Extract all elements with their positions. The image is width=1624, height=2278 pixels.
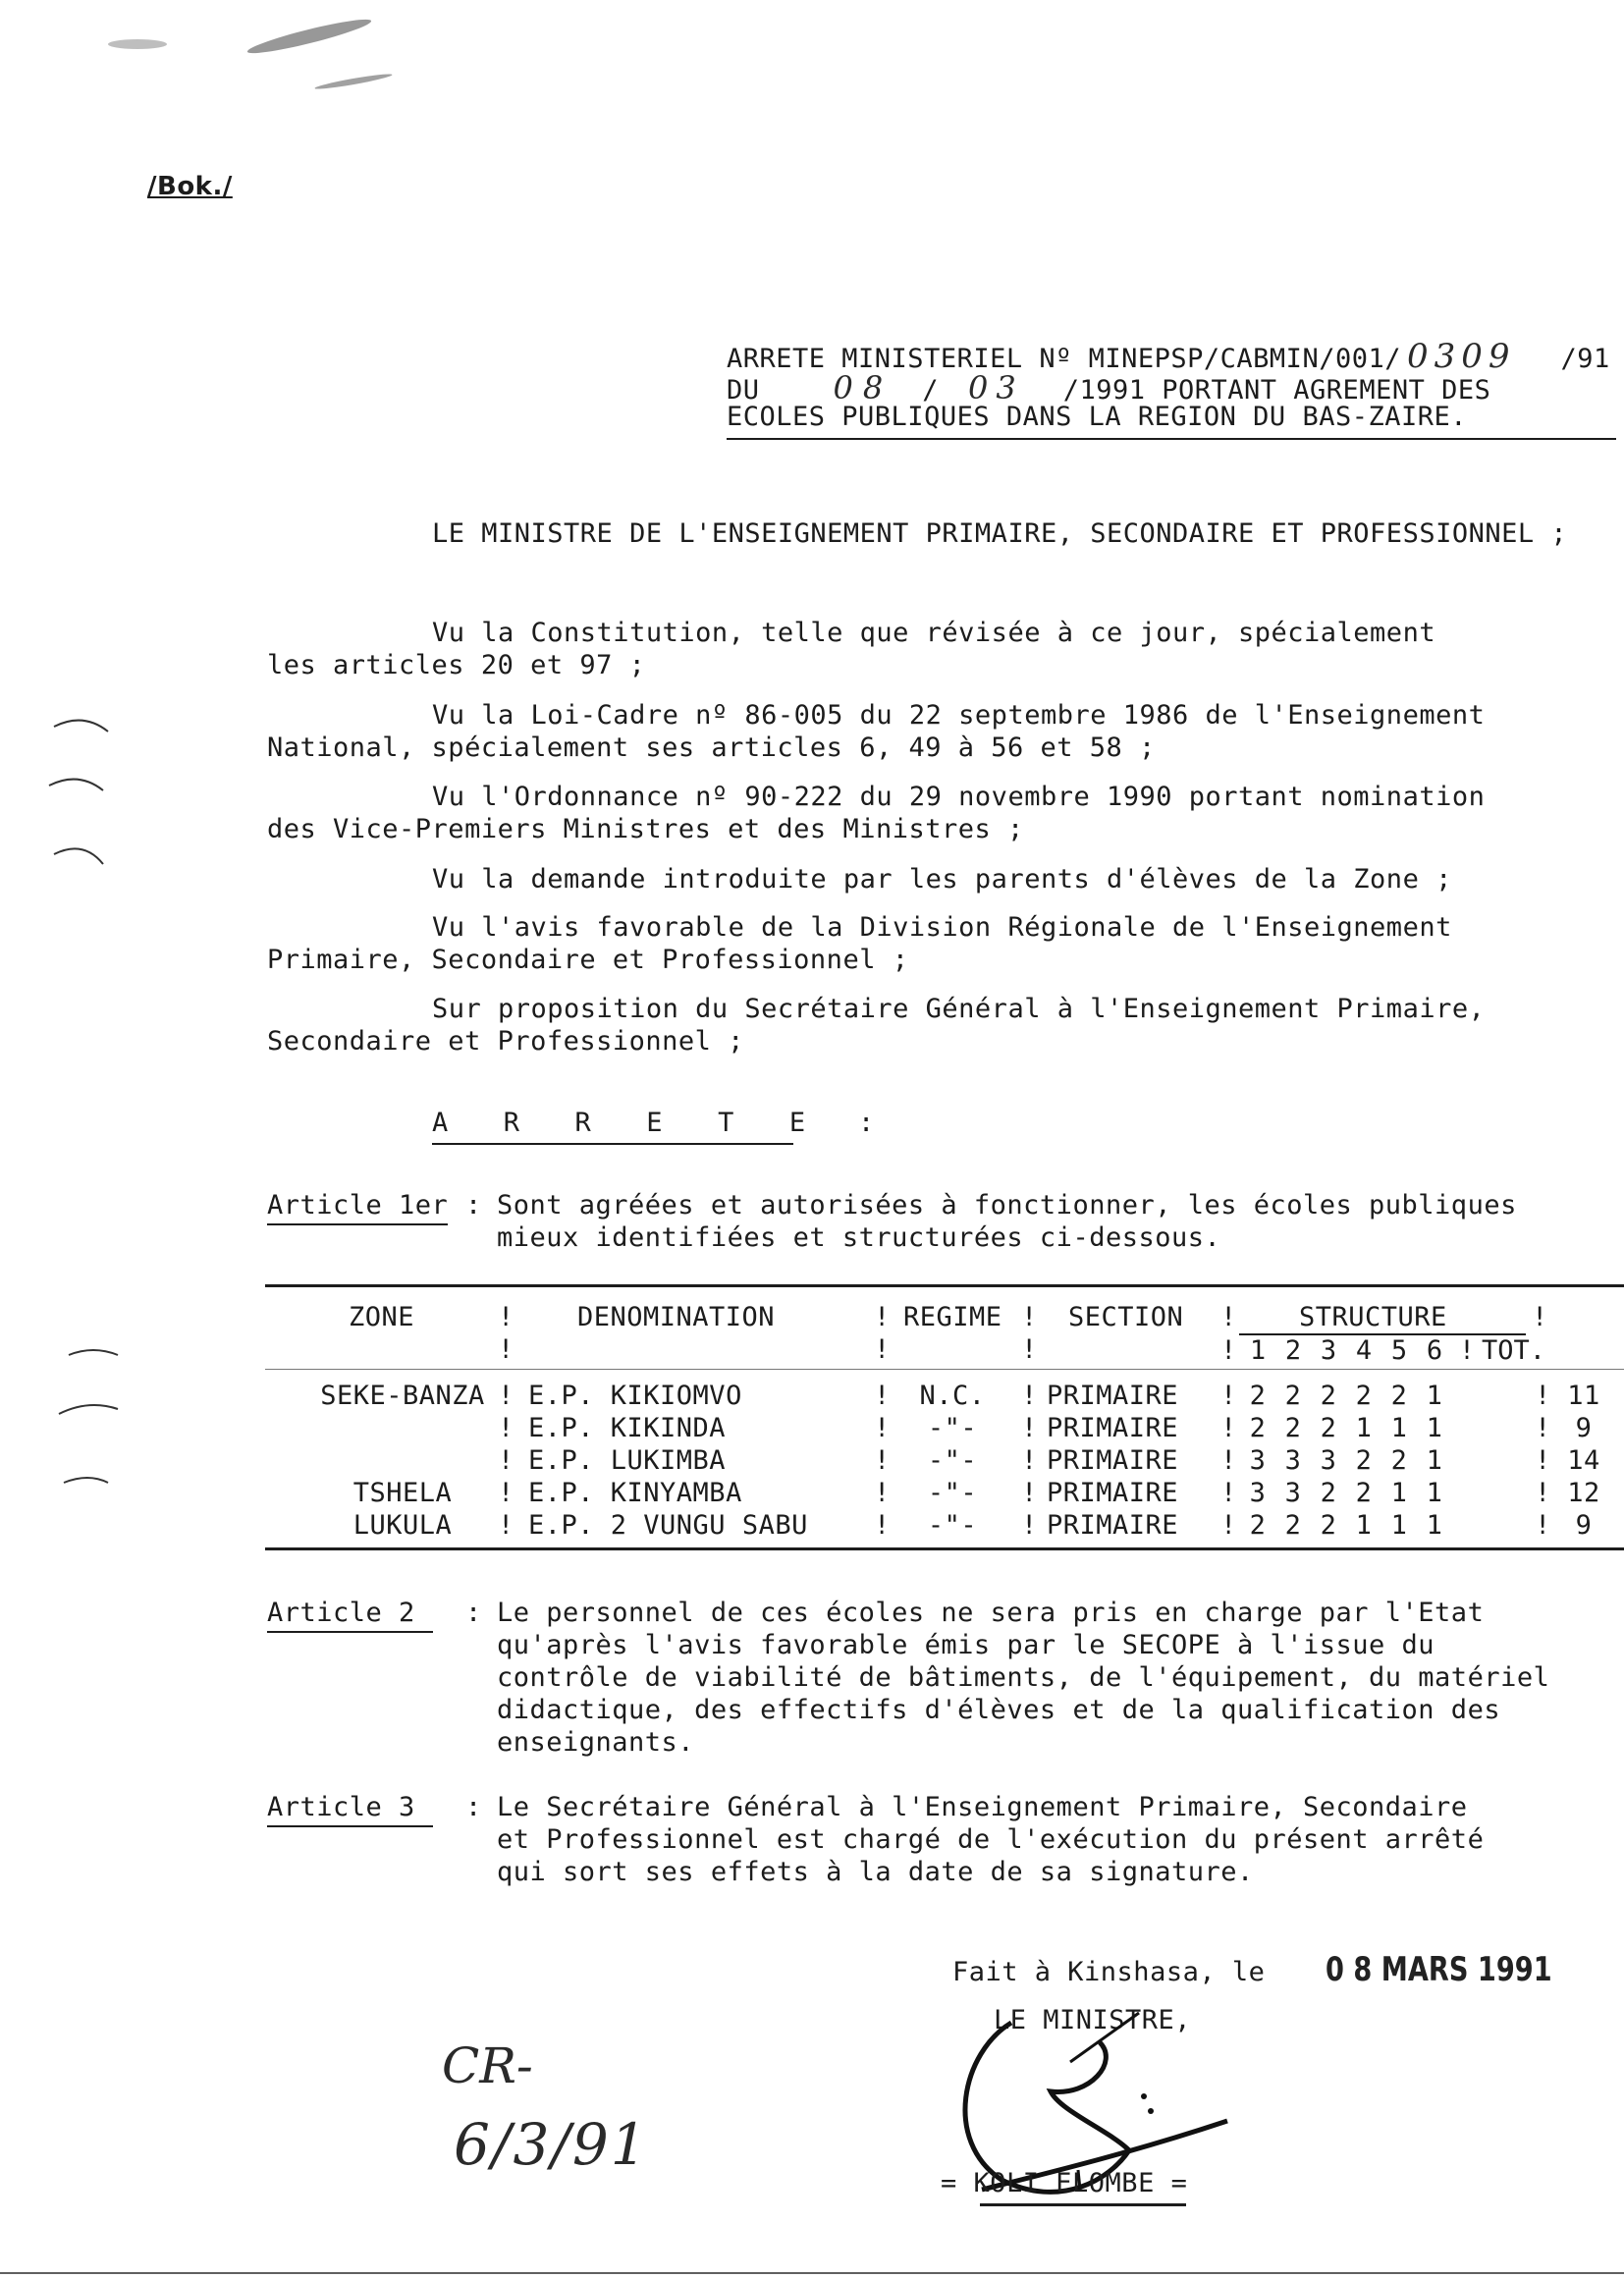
article-1-separator: : — [465, 1190, 482, 1220]
table-separator: ! — [1021, 1510, 1038, 1541]
heading-line-3: ECOLES PUBLIQUES DANS LA REGION DU BAS-ZAIRE. — [727, 402, 1467, 432]
table-separator: ! — [1220, 1381, 1237, 1411]
article-3-line-1: Le Secrétaire Général à l'Enseignement Primaire, Secondaire — [497, 1792, 1468, 1822]
table-header-separator: ! — [498, 1334, 514, 1365]
table-header-separator: ! — [874, 1334, 891, 1365]
consideration-2-first: Vu la Loi-Cadre nº 86-005 du 22 septembre 1986 de l'Enseignement — [432, 700, 1486, 731]
table-header-separator: ! — [1021, 1302, 1038, 1332]
table-cell-section: PRIMAIRE — [1047, 1478, 1179, 1508]
table-separator: ! — [1535, 1510, 1551, 1541]
consideration-1-first: Vu la Constitution, telle que révisée à ce jour, spécialement — [432, 618, 1436, 648]
consideration-3-rest: des Vice-Premiers Ministres et des Ministres ; — [267, 814, 1024, 844]
structure-columns-header — [1220, 1334, 1545, 1367]
article-3-line-2: et Professionnel est chargé de l'exécution du présent arrêté — [497, 1824, 1485, 1855]
article-1-line-1: Sont agréées et autorisées à fonctionner, les écoles publiques — [497, 1190, 1517, 1220]
scan-smudge — [108, 39, 167, 49]
table-separator: ! — [498, 1413, 514, 1443]
table-separator: ! — [874, 1510, 891, 1541]
table-cell-denomination: E.P. LUKIMBA — [528, 1445, 727, 1476]
minister-signature-title: LE MINISTRE, — [994, 2005, 1192, 2035]
structure-col-2: 2 — [1284, 1335, 1302, 1366]
table-cell-structure: 2 — [1320, 1510, 1337, 1541]
page-bottom-edge — [0, 2272, 1624, 2274]
minister-name: = KOLI ELOMBE = — [941, 2168, 1188, 2198]
consideration-5-rest: Primaire, Secondaire et Professionnel ; — [267, 945, 909, 975]
heading-date-slash: / — [922, 375, 939, 406]
consideration-4-first: Vu la demande introduite par les parents d'élèves de la Zone ; — [432, 864, 1452, 895]
structure-col-5: 5 — [1390, 1335, 1408, 1366]
table-cell-zone: TSHELA — [352, 1478, 453, 1508]
article-2-line-3: contrôle de viabilité de bâtiments, de l'équipement, du matériel — [497, 1662, 1550, 1693]
table-cell-denomination: E.P. 2 VUNGU SABU — [528, 1510, 808, 1541]
table-cell-structure: 1 — [1426, 1445, 1443, 1476]
article-3-separator: : — [465, 1792, 482, 1822]
table-cell-section: PRIMAIRE — [1047, 1381, 1179, 1411]
table-cell-structure: 2 — [1249, 1413, 1267, 1443]
table-cell-structure: 3 — [1284, 1478, 1302, 1508]
table-cell-denomination: E.P. KIKINDA — [528, 1413, 727, 1443]
structure-col-6: 6 — [1426, 1335, 1443, 1366]
consideration-6-rest: Secondaire et Professionnel ; — [267, 1026, 744, 1057]
table-separator: ! — [1535, 1445, 1551, 1476]
table-separator: ! — [1021, 1381, 1038, 1411]
table-cell-structure: 3 — [1320, 1445, 1337, 1476]
article-3-label: Article 3 — [267, 1792, 433, 1827]
table-cell-regime: N.C. — [919, 1381, 986, 1411]
table-cell-structure: 3 — [1249, 1445, 1267, 1476]
article-3-line-3: qui sort ses effets à la date de sa signature. — [497, 1857, 1254, 1887]
table-cell-structure: 2 — [1355, 1445, 1373, 1476]
table-cell-structure: 2 — [1355, 1478, 1373, 1508]
table-separator: ! — [874, 1478, 891, 1508]
handwritten-annotation-line-2: 6/3/91 — [454, 2111, 649, 2178]
table-separator: ! — [1021, 1445, 1038, 1476]
table-cell-structure: 1 — [1426, 1381, 1443, 1411]
table-cell-total: 12 — [1567, 1478, 1600, 1508]
article-2-line-2: qu'après l'avis favorable émis par le SECOPE à l'issue du — [497, 1630, 1435, 1660]
minister-name-underline — [980, 2203, 1186, 2206]
table-cell-zone: SEKE-BANZA — [320, 1381, 485, 1411]
place-date-label: Fait à Kinshasa, le — [952, 1957, 1266, 1987]
date-stamp: 0 8 MARS 1991 — [1326, 1950, 1552, 1989]
handwritten-annotation-line-1: CR- — [442, 2037, 533, 2094]
consideration-3-first: Vu l'Ordonnance nº 90-222 du 29 novembre 1990 portant nomination — [432, 782, 1486, 812]
table-cell-structure: 2 — [1390, 1445, 1408, 1476]
table-header-section: SECTION — [1068, 1302, 1184, 1332]
article-2-separator: : — [465, 1598, 482, 1628]
minister-title: LE MINISTRE DE L'ENSEIGNEMENT PRIMAIRE, SECONDAIRE ET PROFESSIONNEL ; — [432, 518, 1568, 549]
structure-col-3: 3 — [1320, 1335, 1337, 1366]
table-cell-total: 11 — [1567, 1381, 1600, 1411]
scan-smudge — [245, 14, 373, 58]
consideration-6-first: Sur proposition du Secrétaire Général à l'Enseignement Primaire, — [432, 994, 1486, 1024]
table-cell-total: 14 — [1567, 1445, 1600, 1476]
table-cell-denomination: E.P. KIKIOMVO — [528, 1381, 742, 1411]
article-2-label: Article 2 — [267, 1598, 433, 1633]
table-separator: ! — [1535, 1478, 1551, 1508]
table-cell-structure: 2 — [1320, 1381, 1337, 1411]
article-1-label: Article 1er — [267, 1190, 448, 1225]
table-separator: ! — [498, 1510, 514, 1541]
table-cell-structure: 1 — [1426, 1478, 1443, 1508]
table-separator: ! — [1021, 1413, 1038, 1443]
table-cell-structure: 2 — [1284, 1413, 1302, 1443]
heading-date-suffix: /1991 PORTANT AGREMENT DES — [1062, 375, 1491, 406]
table-header-structure: STRUCTURE — [1299, 1302, 1447, 1332]
table-separator: ! — [1220, 1445, 1237, 1476]
table-cell-structure: 2 — [1390, 1381, 1408, 1411]
table-cell-structure: 1 — [1390, 1413, 1408, 1443]
table-header-separator: ! — [1220, 1302, 1237, 1332]
margin-marks-icon — [29, 707, 137, 1866]
table-separator: ! — [1535, 1381, 1551, 1411]
schools-table — [1220, 1334, 1545, 1367]
table-cell-structure: 3 — [1249, 1478, 1267, 1508]
table-header-separator: ! — [874, 1302, 891, 1332]
table-separator: ! — [1220, 1413, 1237, 1443]
article-1-line-2: mieux identifiées et structurées ci-dessous. — [497, 1222, 1221, 1253]
table-cell-regime: -"- — [927, 1478, 978, 1508]
table-cell-zone: LUKULA — [352, 1510, 453, 1541]
table-separator: ! — [1458, 1335, 1476, 1366]
table-cell-section: PRIMAIRE — [1047, 1445, 1179, 1476]
table-separator: ! — [874, 1381, 891, 1411]
consideration-2-rest: National, spécialement ses articles 6, 49 à 56 et 58 ; — [267, 732, 1156, 763]
table-separator: ! — [1220, 1510, 1237, 1541]
table-separator: ! — [498, 1478, 514, 1508]
table-separator: ! — [1220, 1478, 1237, 1508]
table-separator: ! — [1535, 1413, 1551, 1443]
handwritten-day: 08 — [833, 369, 893, 407]
table-cell-structure: 2 — [1249, 1510, 1267, 1541]
article-2-line-4: didactique, des effectifs d'élèves et de la qualification des — [497, 1695, 1501, 1725]
article-2-line-5: enseignants. — [497, 1727, 695, 1758]
table-separator: ! — [1021, 1478, 1038, 1508]
consideration-5-first: Vu l'avis favorable de la Division Régionale de l'Enseignement — [432, 912, 1452, 943]
table-cell-structure: 1 — [1390, 1510, 1408, 1541]
table-header-regime: REGIME — [903, 1302, 1002, 1332]
table-cell-structure: 1 — [1355, 1413, 1373, 1443]
table-header-separator: ! — [498, 1302, 514, 1332]
table-cell-section: PRIMAIRE — [1047, 1413, 1179, 1443]
table-cell-structure: 2 — [1284, 1381, 1302, 1411]
table-cell-total: 9 — [1575, 1413, 1593, 1443]
heading-number-suffix: /91 — [1560, 344, 1610, 374]
table-header-zone: ZONE — [349, 1302, 415, 1332]
table-header-separator: ! — [1021, 1334, 1038, 1365]
structure-col-1: 1 — [1249, 1335, 1267, 1366]
table-cell-structure: 2 — [1284, 1510, 1302, 1541]
table-separator: ! — [498, 1381, 514, 1411]
table-header-total: TOT. — [1482, 1335, 1546, 1366]
table-header-denomination: DENOMINATION — [577, 1302, 776, 1332]
table-cell-structure: 2 — [1249, 1381, 1267, 1411]
table-separator: ! — [1220, 1335, 1237, 1366]
table-cell-structure: 1 — [1355, 1510, 1373, 1541]
handwritten-number: 0309 — [1406, 337, 1516, 376]
table-separator: ! — [874, 1445, 891, 1476]
table-separator: ! — [498, 1445, 514, 1476]
table-separator: ! — [874, 1413, 891, 1443]
table-top-rule — [265, 1284, 1624, 1287]
table-cell-structure: 3 — [1284, 1445, 1302, 1476]
arrete-title: A R R E T E — [432, 1108, 814, 1138]
scan-smudge — [314, 72, 393, 91]
table-cell-regime: -"- — [927, 1510, 978, 1541]
table-cell-structure: 1 — [1426, 1510, 1443, 1541]
table-cell-structure: 2 — [1355, 1381, 1373, 1411]
table-header-bottom-rule — [265, 1369, 1624, 1370]
arrete-colon: : — [858, 1108, 875, 1138]
reference-code: /Bok./ — [147, 172, 233, 201]
table-header-separator: ! — [1532, 1302, 1548, 1332]
article-2-line-1: Le personnel de ces écoles ne sera pris en charge par l'Etat — [497, 1598, 1485, 1628]
table-bottom-rule — [265, 1547, 1624, 1550]
consideration-1-rest: les articles 20 et 97 ; — [267, 650, 646, 680]
table-cell-structure: 1 — [1390, 1478, 1408, 1508]
heading-number-prefix: ARRETE MINISTERIEL Nº MINEPSP/CABMIN/001/ — [727, 344, 1401, 374]
heading-du: DU — [727, 375, 760, 406]
table-cell-structure: 1 — [1426, 1413, 1443, 1443]
heading-underline — [727, 438, 1616, 440]
handwritten-month: 03 — [968, 369, 1024, 407]
table-cell-regime: -"- — [927, 1445, 978, 1476]
arrete-underline — [432, 1143, 793, 1145]
table-cell-regime: -"- — [927, 1413, 978, 1443]
table-cell-structure: 2 — [1320, 1413, 1337, 1443]
table-cell-denomination: E.P. KINYAMBA — [528, 1478, 742, 1508]
structure-col-4: 4 — [1355, 1335, 1373, 1366]
table-cell-section: PRIMAIRE — [1047, 1510, 1179, 1541]
table-cell-structure: 2 — [1320, 1478, 1337, 1508]
table-cell-total: 9 — [1575, 1510, 1593, 1541]
